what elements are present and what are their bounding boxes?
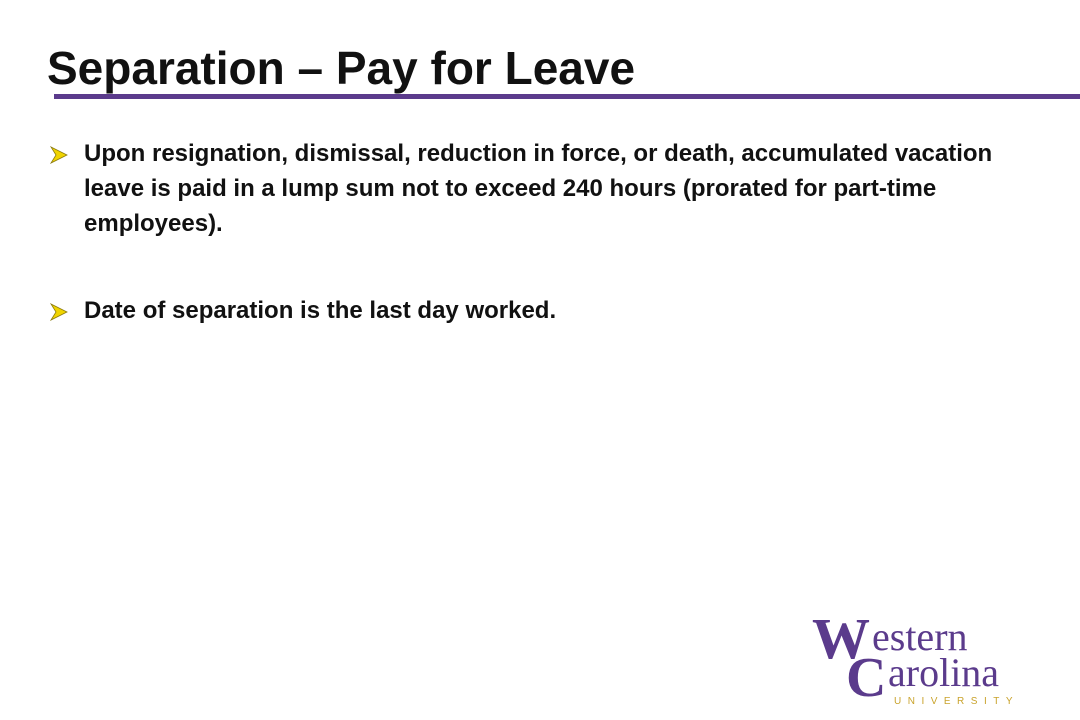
- logo-initial-w: W: [812, 606, 870, 671]
- bullet-item: [48, 293, 1048, 328]
- logo-initial-c: C: [846, 647, 887, 709]
- bullet-text: Date of separation is the last day worked.: [84, 297, 557, 324]
- arrow-bullet-icon: [50, 146, 68, 164]
- bullet-list: [48, 136, 1048, 328]
- logo-word-western: estern: [872, 614, 968, 659]
- bullet-item: [48, 136, 1048, 241]
- title-underline: [54, 94, 1080, 99]
- logo-tagline: UNIVERSITY: [894, 696, 1020, 707]
- slide-title: Separation – Pay for Leave: [47, 42, 636, 94]
- arrow-bullet-icon: [50, 303, 68, 321]
- university-logo: [812, 606, 1047, 710]
- logo-word-carolina: arolina: [888, 650, 1000, 695]
- bullet-text: Upon resignation, dismissal, reduction in force, or death, accumulated vacation leave is paid in a lump sum not to exceed 240 hours (prorated for part-time employees).: [84, 140, 993, 237]
